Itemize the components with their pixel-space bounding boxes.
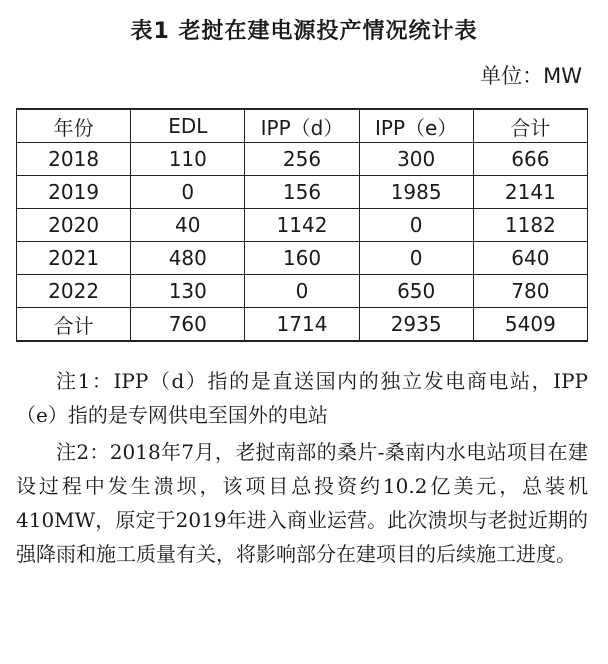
note-paragraph: 注2：2018年7月，老挝南部的桑片-桑南内水电站项目在建设过程中发生溃坝，该项目总投资约10.2亿美元，总装机410MW，原定于2019年进入商业运营。此次溃坝与老挝近期的强降雨和施工质量有关，将影响部分在建项目的后续施工进度。 [16, 440, 588, 566]
table-cell: 0 [359, 209, 473, 242]
table-cell: 256 [245, 143, 359, 176]
table-cell: 1714 [245, 308, 359, 342]
table-cell: 130 [131, 275, 245, 308]
table-cell: 5409 [473, 308, 587, 342]
table-cell: 合计 [17, 308, 131, 342]
column-header: IPP（d） [245, 109, 359, 143]
note-paragraph: 注1：IPP（d）指的是直送国内的独立发电商电站，IPP（e）指的是专网供电至国外的电站 [16, 369, 588, 427]
table-cell: 300 [359, 143, 473, 176]
table-cell: 650 [359, 275, 473, 308]
table-cell: 0 [131, 176, 245, 209]
table-cell: 40 [131, 209, 245, 242]
table-cell: 666 [473, 143, 587, 176]
table-cell: 2020 [17, 209, 131, 242]
unit-label: 单位：MW [480, 64, 582, 88]
table-cell: 760 [131, 308, 245, 342]
header-row [17, 109, 588, 143]
table-cell: 480 [131, 242, 245, 275]
table-cell: 2935 [359, 308, 473, 342]
table-row [17, 275, 588, 308]
table-cell: 156 [245, 176, 359, 209]
table-row [17, 209, 588, 242]
table-row [17, 176, 588, 209]
table-cell: 160 [245, 242, 359, 275]
table-cell: 0 [245, 275, 359, 308]
column-header: 合计 [473, 109, 587, 143]
table-cell: 2022 [17, 275, 131, 308]
table-cell: 2141 [473, 176, 587, 209]
table-cell: 110 [131, 143, 245, 176]
notes-section [16, 364, 588, 574]
column-header: 年份 [17, 109, 131, 143]
table-title: 表1 老挝在建电源投产情况统计表 [130, 19, 478, 44]
table-row [17, 242, 588, 275]
table-cell: 1985 [359, 176, 473, 209]
column-header: IPP（e） [359, 109, 473, 143]
table-cell: 0 [359, 242, 473, 275]
table-cell: 2018 [17, 143, 131, 176]
data-table [16, 108, 588, 342]
column-header: EDL [131, 109, 245, 143]
total-row [17, 308, 588, 342]
table-cell: 780 [473, 275, 587, 308]
table-row [17, 143, 588, 176]
table-cell: 1142 [245, 209, 359, 242]
table-cell: 2019 [17, 176, 131, 209]
table-cell: 640 [473, 242, 587, 275]
table-cell: 1182 [473, 209, 587, 242]
table-cell: 2021 [17, 242, 131, 275]
